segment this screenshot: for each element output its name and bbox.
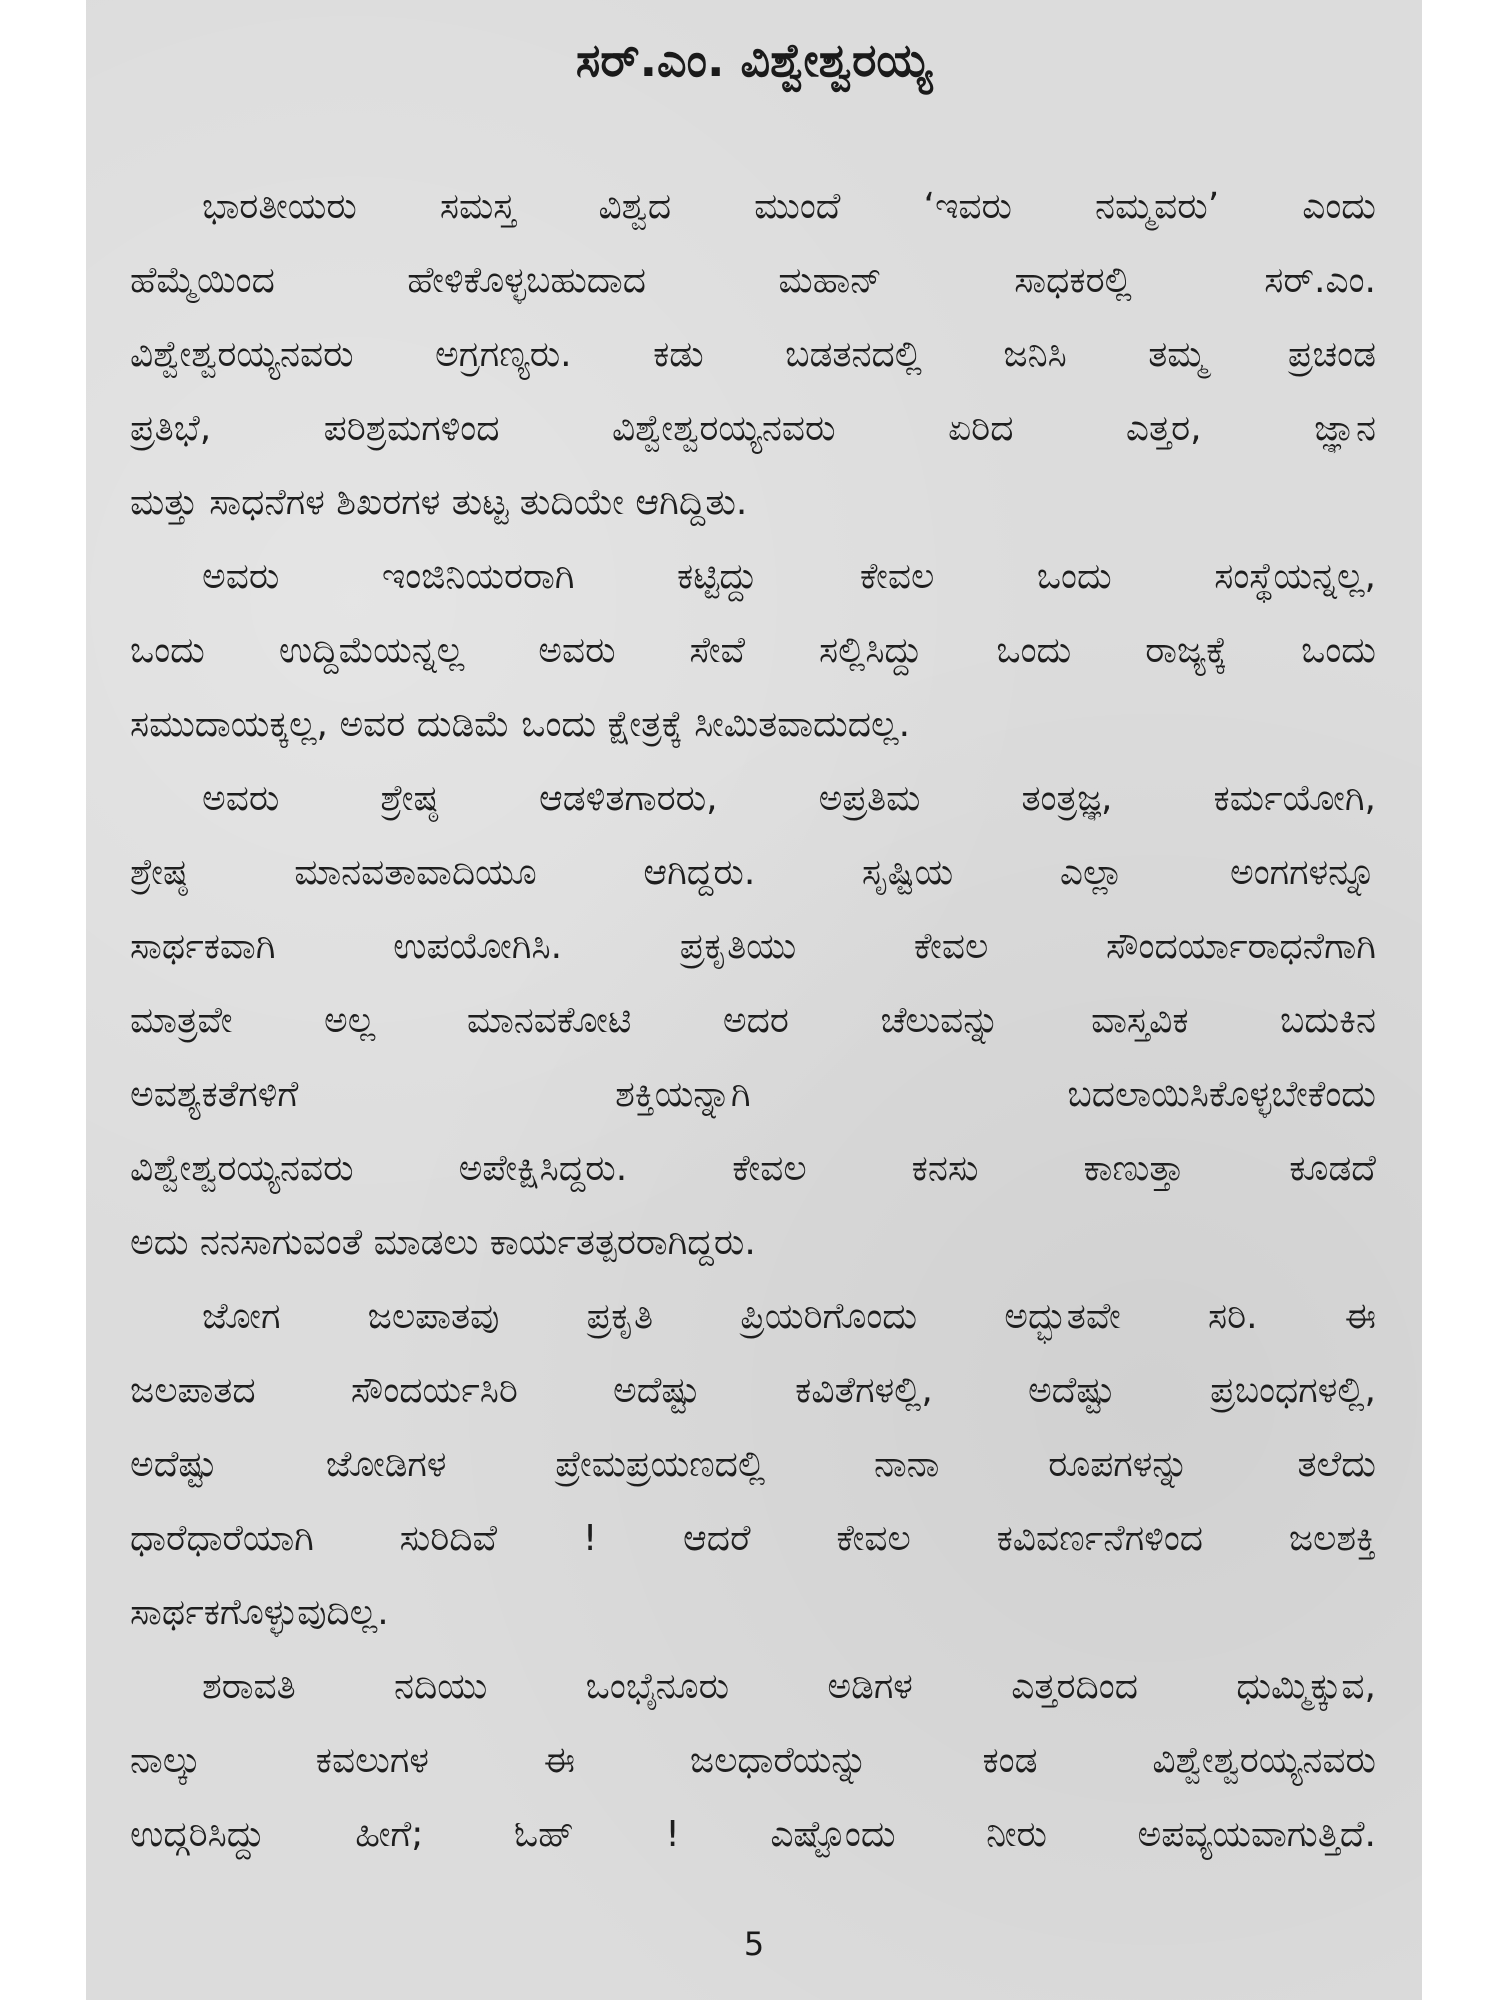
text-line: ಮತ್ತು ಸಾಧನೆಗಳ ಶಿಖರಗಳ ತುಟ್ಟ ತುದಿಯೇ ಆಗಿದ್ದಿತು. [130,482,748,523]
page-title: ಸರ್.ಎಂ. ವಿಶ್ವೇಶ್ವರಯ್ಯ [575,33,933,87]
text-line: ಸಾರ್ಥಕಗೊಳ್ಳುವುದಿಲ್ಲ. [130,1592,389,1633]
text-line: ಶರಾವತಿ ನದಿಯು ಒಂಭೈನೂರು ಅಡಿಗಳ ಎತ್ತರದಿಂದ ಧುಮ್ಮಿಕ್ಕುವ, [202,1666,1376,1707]
paragraph [130,762,1376,1280]
text-line: ಒಂದು ಉದ್ದಿಮೆಯನ್ನಲ್ಲ ಅವರು ಸೇವೆ ಸಲ್ಲಿಸಿದ್ದು ಒಂದು ರಾಜ್ಯಕ್ಕೆ ಒಂದು [130,630,1376,671]
text-line: ಜೋಗ ಜಲಪಾತವು ಪ್ರಕೃತಿ ಪ್ರಿಯರಿಗೊಂದು ಅದ್ಭುತವೇ ಸರಿ. ಈ [202,1296,1376,1337]
text-line: ಅದೆಷ್ಟು ಜೋಡಿಗಳ ಪ್ರೇಮಪ್ರಯಣದಲ್ಲಿ ನಾನಾ ರೂಪಗಳನ್ನು ತಲೆದು [130,1444,1376,1485]
text-line: ಉದ್ಗರಿಸಿದ್ದು ಹೀಗೆ; ಓಹ್ ! ಎಷ್ಟೊಂದು ನೀರು ಅಪವ್ಯಯವಾಗುತ್ತಿದೆ. [130,1814,1376,1855]
text-line: ಅವರು ಇಂಜಿನಿಯರರಾಗಿ ಕಟ್ಟಿದ್ದು ಕೇವಲ ಒಂದು ಸಂಸ್ಥೆಯನ್ನಲ್ಲ, [202,556,1376,597]
text-line: ನಾಲ್ಕು ಕವಲುಗಳ ಈ ಜಲಧಾರೆಯನ್ನು ಕಂಡ ವಿಶ್ವೇಶ್ವರಯ್ಯನವರು [130,1740,1376,1781]
text-line: ವಿಶ್ವೇಶ್ವರಯ್ಯನವರು ಅಪೇಕ್ಷಿಸಿದ್ದರು. ಕೇವಲ ಕನಸು ಕಾಣುತ್ತಾ ಕೂಡದೆ [130,1148,1376,1189]
paragraph [130,1650,1376,1872]
text-line: ವಿಶ್ವೇಶ್ವರಯ್ಯನವರು ಅಗ್ರಗಣ್ಯರು. ಕಡು ಬಡತನದಲ್ಲಿ ಜನಿಸಿ ತಮ್ಮ ಪ್ರಚಂಡ [130,334,1376,375]
text-line: ಭಾರತೀಯರು ಸಮಸ್ತ ವಿಶ್ವದ ಮುಂದೆ ‘ಇವರು ನಮ್ಮವರು’ ಎಂದು [202,186,1376,227]
text-line: ಪ್ರತಿಭೆ, ಪರಿಶ್ರಮಗಳಿಂದ ವಿಶ್ವೇಶ್ವರಯ್ಯನವರು ಏರಿದ ಎತ್ತರ, ಜ್ಞಾನ [130,408,1376,449]
paragraph [130,170,1376,540]
text-line: ಸಾರ್ಥಕವಾಗಿ ಉಪಯೋಗಿಸಿ. ಪ್ರಕೃತಿಯು ಕೇವಲ ಸೌಂದರ್ಯಾರಾಧನೆಗಾಗಿ [130,926,1376,967]
body-text [130,170,1376,1872]
text-line: ಅವರು ಶ್ರೇಷ್ಠ ಆಡಳಿತಗಾರರು, ಅಪ್ರತಿಮ ತಂತ್ರಜ್ಞ, ಕರ್ಮಯೋಗಿ, [202,778,1376,819]
paragraph [130,540,1376,762]
text-line: ಧಾರೆಧಾರೆಯಾಗಿ ಸುರಿದಿವೆ ! ಆದರೆ ಕೇವಲ ಕವಿವರ್ಣನೆಗಳಿಂದ ಜಲಶಕ್ತಿ [130,1518,1376,1559]
text-line: ಶ್ರೇಷ್ಠ ಮಾನವತಾವಾದಿಯೂ ಆಗಿದ್ದರು. ಸೃಷ್ಟಿಯ ಎಲ್ಲಾ ಅಂಗಗಳನ್ನೂ [130,852,1376,893]
text-line: ಅದು ನನಸಾಗುವಂತೆ ಮಾಡಲು ಕಾರ್ಯತತ್ಪರರಾಗಿದ್ದರು. [130,1222,756,1263]
text-line: ಸಮುದಾಯಕ್ಕಲ್ಲ, ಅವರ ದುಡಿಮೆ ಒಂದು ಕ್ಷೇತ್ರಕ್ಕೆ ಸೀಮಿತವಾದುದಲ್ಲ. [130,704,911,745]
page-number: 5 [743,1925,765,1963]
paragraph [130,1280,1376,1650]
book-page [86,0,1422,2000]
text-line: ಜಲಪಾತದ ಸೌಂದರ್ಯಸಿರಿ ಅದೆಷ್ಟು ಕವಿತೆಗಳಲ್ಲಿ, ಅದೆಷ್ಟು ಪ್ರಬಂಧಗಳಲ್ಲಿ, [130,1370,1376,1411]
text-line: ಹೆಮ್ಮೆಯಿಂದ ಹೇಳಿಕೊಳ್ಳಬಹುದಾದ ಮಹಾನ್ ಸಾಧಕರಲ್ಲಿ ಸರ್.ಎಂ. [130,260,1376,301]
text-line: ಅವಶ್ಯಕತೆಗಳಿಗೆ ಶಕ್ತಿಯನ್ನಾಗಿ ಬದಲಾಯಿಸಿಕೊಳ್ಳಬೇಕೆಂದು [130,1074,1376,1115]
text-line: ಮಾತ್ರವೇ ಅಲ್ಲ ಮಾನವಕೋಟಿ ಅದರ ಚೆಲುವನ್ನು ವಾಸ್ತವಿಕ ಬದುಕಿನ [130,1000,1376,1041]
